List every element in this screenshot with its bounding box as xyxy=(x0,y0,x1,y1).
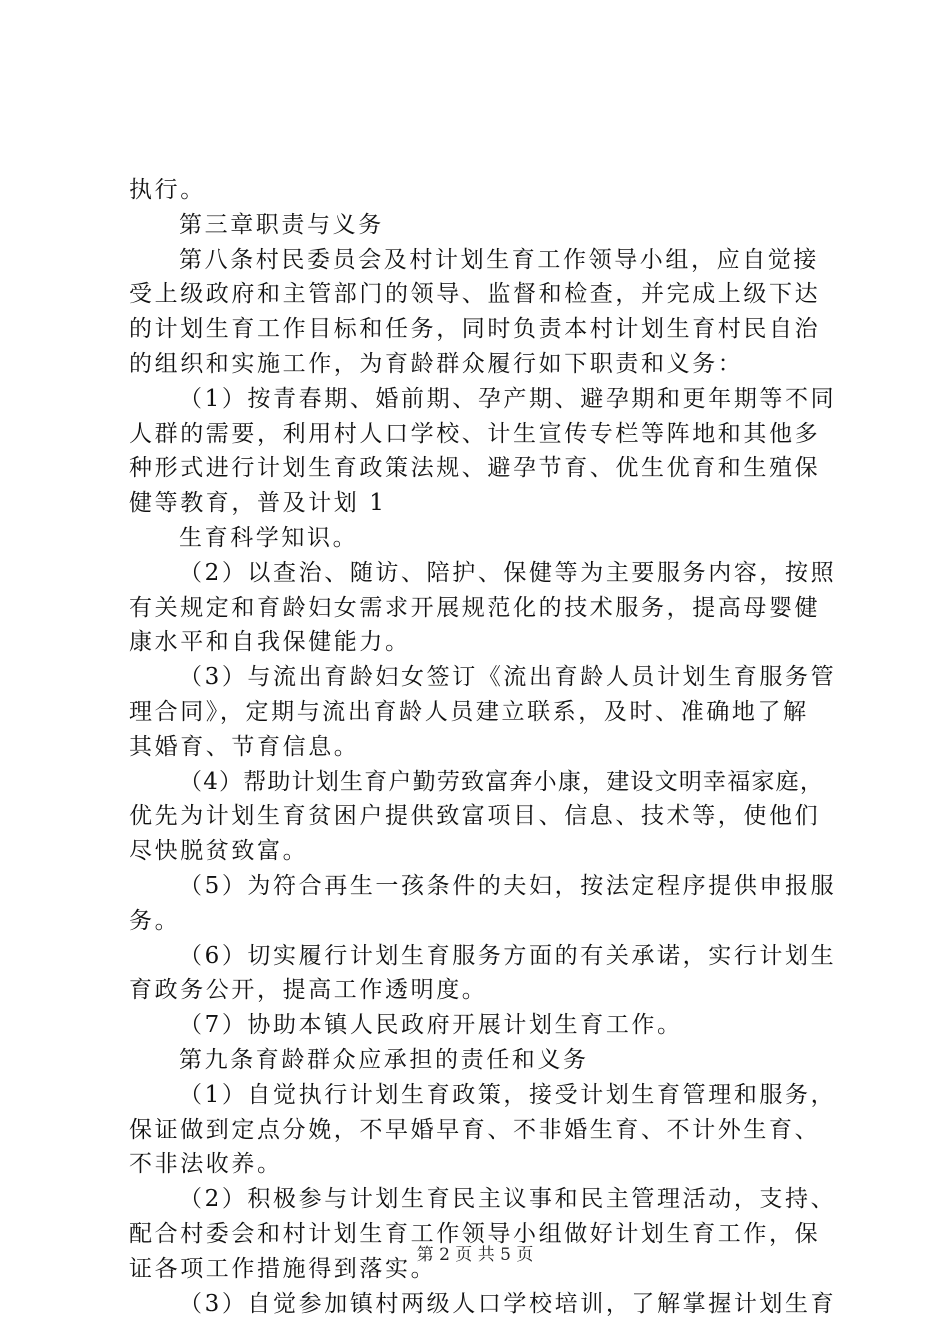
article-heading: 第九条育龄群众应承担的责任和义务 xyxy=(179,1046,589,1073)
list-item: （7）协助本镇人民政府开展计划生育工作。 xyxy=(179,1012,683,1039)
list-item: （1）按青春期、婚前期、孕产期、避孕期和更年期等不同 xyxy=(179,385,837,412)
list-item: （1）自觉执行计划生育政策，接受计划生育管理和服务， xyxy=(179,1081,837,1108)
text-line: 其婚育、节育信息。 xyxy=(129,733,360,760)
page-footer xyxy=(0,1240,950,1265)
list-item: （2）积极参与计划生育民主议事和民主管理活动，支持、 xyxy=(179,1186,837,1213)
document-body xyxy=(129,173,837,1321)
text-line: 理合同》，定期与流出育龄人员建立联系，及时、准确地了解 xyxy=(129,698,809,725)
text-line: 有关规定和育龄妇女需求开展规范化的技术服务，提高母婴健 xyxy=(129,594,821,621)
text-line: 育政务公开，提高工作透明度。 xyxy=(129,977,488,1004)
text-line: 受上级政府和主管部门的领导、监督和检查，并完成上级下达 xyxy=(129,281,821,308)
list-item: （6）切实履行计划生育服务方面的有关承诺，实行计划生 xyxy=(179,942,837,969)
list-item: （2）以查治、随访、陪护、保健等为主要服务内容，按照 xyxy=(179,559,837,586)
chapter-heading: 第三章职责与义务 xyxy=(179,211,384,238)
text-line: 的组织和实施工作，为育龄群众履行如下职责和义务： xyxy=(129,350,744,377)
text-line: 保证做到定点分娩，不早婚早育、不非婚生育、不计外生育、 xyxy=(129,1116,821,1143)
text-line: 的计划生育工作目标和任务，同时负责本村计划生育村民自治 xyxy=(129,316,821,343)
text-line: 人群的需要，利用村人口学校、计生宣传专栏等阵地和其他多 xyxy=(129,420,821,447)
text-line: 配合村委会和村计划生育工作领导小组做好计划生育工作，保 xyxy=(129,1220,821,1247)
list-item: （4）帮助计划生育户勤劳致富奔小康，建设文明幸福家庭， xyxy=(179,768,825,795)
text-line: 务。 xyxy=(129,907,181,934)
page-number: 第 2 页 共 5 页 xyxy=(416,1245,534,1265)
article-heading: 第八条村民委员会及村计划生育工作领导小组，应自觉接 xyxy=(179,246,819,273)
text-line: 证各项工作措施得到落实。 xyxy=(129,1255,437,1282)
list-item: （5）为符合再生一孩条件的夫妇，按法定程序提供申报服 xyxy=(179,872,837,899)
list-item: （3）与流出育龄妇女签订《流出育龄人员计划生育服务管 xyxy=(179,664,837,691)
text-line: 执行。 xyxy=(129,177,206,203)
text-line: 种形式进行计划生育政策法规、避孕节育、优生优育和生殖保 xyxy=(129,455,821,482)
text-line: 健等教育，普及计划 1 xyxy=(129,490,387,517)
text-line: 康水平和自我保健能力。 xyxy=(129,629,411,656)
text-line: 尽快脱贫致富。 xyxy=(129,838,309,865)
text-line: 优先为计划生育贫困户提供致富项目、信息、技术等，使他们 xyxy=(129,803,821,830)
text-line: 生育科学知识。 xyxy=(179,524,359,551)
text-line: 不非法收养。 xyxy=(129,1151,283,1178)
list-item: （3）自觉参加镇村两级人口学校培训，了解掌握计划生育 xyxy=(179,1290,837,1317)
